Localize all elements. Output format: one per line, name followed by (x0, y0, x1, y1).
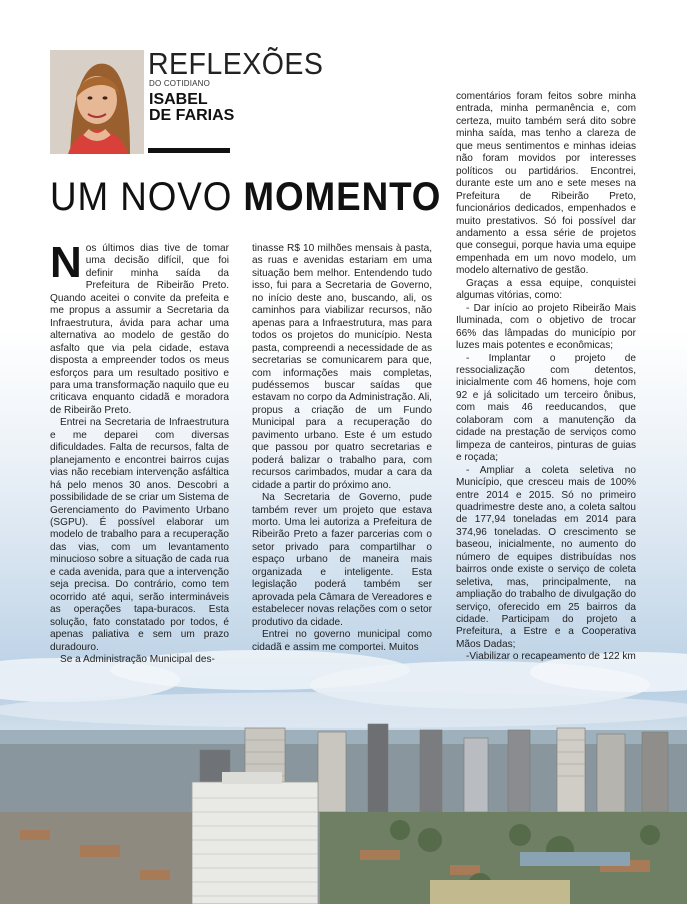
portrait-illustration (50, 50, 144, 154)
column-name: REFLEXÕES (148, 46, 324, 81)
list-item: -Viabilizar o recapeamento de 122 km (466, 651, 636, 663)
drop-cap: N (50, 238, 82, 287)
headline (50, 175, 441, 219)
list-item: - Ampliar a coleta seletiva no Município, que cresceu mais de 100% entre 2014 e 2015. Só no primeiro quadrimestre deste ano, a coleta saltou de 177,94 toneladas em 2014 para 374,96 toneladas. O crescimento se baseou, inicialmente, no aumento do número de equipes distribuídas nos bairros onde existe o serviço de coleta seletiva, mas, principalmente, na ampliação do trabalho de divulgação do serviço, oferecido em 25 bairros da cidade. Participam do projeto a Prefeitura, a Estre e a Cooperativa Mãos Dadas; (456, 464, 636, 650)
paragraph: Graças a essa equipe, conquistei algumas vitórias, como: (456, 277, 636, 302)
article-column-1 (50, 238, 229, 666)
paragraph: Na Secretaria de Governo, pude também rever um projeto que estava morto. Uma lei autoriza a Prefeitura de Ribeirão Preto a fazer parcerias com o setor privado para compartilhar o espaço urbano de maneira mais organizada e inteligente. Esta legislação poderá também ser aprovada pela Câmara de Vereadores e estabelecer novas relações com o setor produtivo da cidade. (252, 492, 432, 628)
paragraph: tinasse R$ 10 milhões mensais à pasta, as ruas e avenidas estariam em uma situação bem melhor. Entendendo tudo isso, fui para a Secretaria de Governo, no início deste ano, buscando, ali, os caminhos para viabilizar recursos, não apenas para a Infraestrutura, mas para todos os projetos do município. Nesta pasta, compreendi a necessidade de as secretarias se comunicarem para que, com informações mais completas, pudéssemos buscar saídas que estavam no corpo da Administração. Ali, propus a criação de um Fundo Municipal para a recuperação do pavimento urbano. Este é um estudo que passou por quatro secretarias e poderá balizar o trabalho para, com recursos carimbados, mudar a cara da cidade a partir do próximo ano. (252, 243, 432, 491)
author-last-name: DE FARIAS (149, 107, 235, 124)
list-item: - Implantar o projeto de ressocialização com detentos, inicialmente com 46 homens, hoje com 92 e já solicitado um terceiro ônibus, com mais 46 reeducandos, que colaboram com a manutenção da cidade na prestação de serviços como limpeza de canteiros, pinturas de guias e roçada; (456, 352, 636, 464)
paragraph: Entrei na Secretaria de Infraestrutura e me deparei com diversas dificuldades. Falta de recursos, falta de planejamento e encontrei bairros cujas vias não recebiam intervenção asfáltica há pelo menos 30 anos. Descobri a possibilidade de se criar um Sistema de Gerenciamento do Pavimento Urbano (SGPU). É possível elaborar um modelo de trabalho para a recuperação das vias, com um levantamento minucioso sobre a situação de cada rua e cada avenida, para que a intervenção seja precisa. Do contrário, como tem ocorrido até aqui, serão intermináveis as operações tapa-buracos. Esta solução, fato constatado por todos, é apenas paliativa e sem um prazo duradouro. (50, 417, 229, 653)
header-rule (148, 148, 230, 153)
paragraph (50, 238, 229, 417)
author-name (149, 92, 234, 124)
paragraph: Se a Administração Municipal des- (60, 653, 215, 665)
headline-light: UM NOVO (50, 175, 244, 219)
paragraph-text: os últimos dias tive de tomar uma decisão difícil, que foi definir minha saída da Prefeitura de Ribeirão Preto. Quando aceitei o convite da prefeita e me propus a assumir a Secretaria da Infraestrutura, ávida para achar uma alternativa ao modelo de gestão do asfalto que via pela cidade, estava disposta a empreender todos os meus esforços para um resultado positivo e para uma transformação naquilo que eu criticava enquanto cidadã e moradora de Ribeirão Preto. (50, 243, 229, 416)
article-column-2 (252, 243, 432, 654)
author-portrait (50, 50, 144, 154)
paragraph: comentários foram feitos sobre minha entrada, minha permanência e, com certeza, muito também será dito sobre minha saída, mas tenho a clareza de que meus sentimentos e minhas ideias não foram movidos por interesses políticos ou partidários. Encontrei, durante este um ano e sete meses na Prefeitura de Ribeirão Preto, funcionários dedicados, empenhados e muito prestativos. Só foi possível dar andamento a essa série de projetos que consegui, porque havia uma equipe empenhada em um novo modelo, um modelo alternativo de gestão. (456, 91, 636, 277)
column-subtitle: DO COTIDIANO (149, 79, 211, 88)
list-item: - Dar início ao projeto Ribeirão Mais Iluminada, com o objetivo de trocar 66% das lâmpadas do município por luzes mais potentes e econômicas; (456, 302, 636, 352)
paragraph: Entrei no governo municipal como cidadã e assim me comportei. Muitos (252, 629, 432, 653)
headline-bold: MOMENTO (243, 175, 442, 219)
author-first-name: ISABEL (149, 91, 208, 108)
article-column-3 (456, 91, 636, 664)
